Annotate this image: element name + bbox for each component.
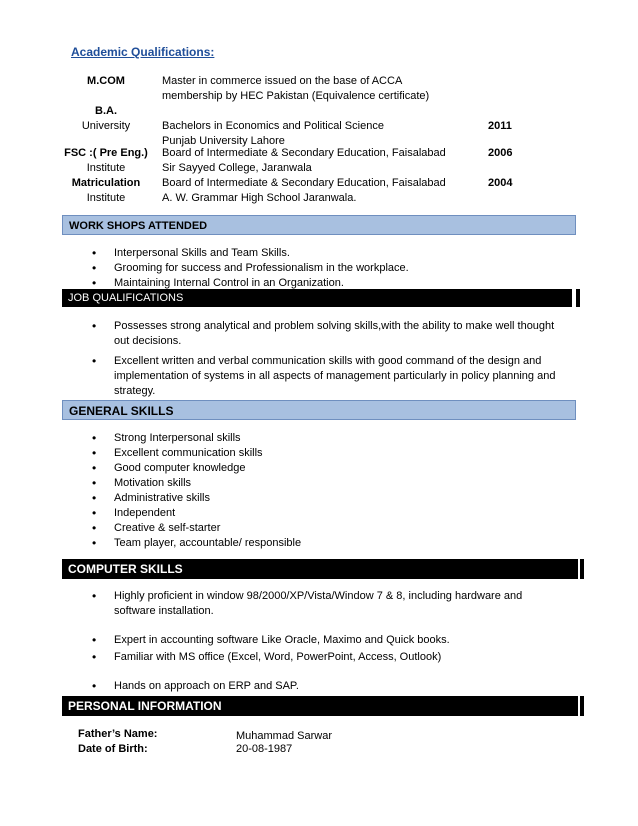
father-name-value: Muhammad Sarwar	[236, 730, 332, 742]
job-title: JOB QUALIFICATIONS	[68, 292, 184, 304]
header-tail	[580, 559, 584, 579]
dob-label: Date of Birth:	[78, 743, 148, 755]
degree-year: 2004	[488, 177, 513, 189]
degree-sub: Institute	[86, 192, 126, 204]
list-item: • Grooming for success and Professionalism in the workplace.	[92, 261, 562, 276]
computer-list	[92, 589, 562, 694]
general-list	[92, 431, 562, 551]
header-tail	[580, 696, 584, 716]
list-item: • Excellent communication skills	[92, 446, 562, 461]
job-list	[92, 319, 562, 399]
list-item: • Excellent written and verbal communication skills with good command of the design and implementation of systems in all aspects of management particularly in policy planning and strategy.	[92, 354, 562, 399]
list-item: • Expert in accounting software Like Oracle, Maximo and Quick books.	[92, 633, 562, 648]
list-item: • Familiar with MS office (Excel, Word, PowerPoint, Access, Outlook)	[92, 650, 562, 665]
father-name-label: Father’s Name:	[78, 728, 158, 740]
degree-desc: Bachelors in Economics and Political Science	[162, 120, 384, 132]
list-item: • Highly proficient in window 98/2000/XP/Vista/Window 7 & 8, including hardware and software installation.	[92, 589, 562, 619]
personal-title: PERSONAL INFORMATION	[68, 699, 222, 713]
degree: M.COM	[87, 75, 125, 87]
list-item: • Strong Interpersonal skills	[92, 431, 562, 446]
degree: Matriculation	[71, 177, 141, 189]
personal-header	[62, 696, 578, 716]
list-item: • Good computer knowledge	[92, 461, 562, 476]
degree: B.A.	[95, 105, 117, 117]
degree-sub: Institute	[86, 162, 126, 174]
general-header	[62, 400, 576, 420]
general-title: GENERAL SKILLS	[69, 404, 174, 418]
degree-desc-2: A. W. Grammar High School Jaranwala.	[162, 192, 357, 204]
degree-desc: Master in commerce issued on the base of ACCA	[162, 75, 403, 87]
degree-year: 2011	[488, 120, 512, 132]
list-item: • Hands on approach on ERP and SAP.	[92, 679, 562, 694]
job-header	[62, 289, 572, 307]
list-item: • Maintaining Internal Control in an Organization.	[92, 276, 562, 291]
degree: FSC :( Pre Eng.)	[64, 147, 148, 159]
degree-year: 2006	[488, 147, 513, 159]
header-tail	[576, 289, 580, 307]
degree-desc: Board of Intermediate & Secondary Education, Faisalabad	[162, 177, 446, 189]
list-item: • Interpersonal Skills and Team Skills.	[92, 246, 562, 261]
academic-title: Academic Qualifications:	[71, 45, 215, 59]
degree-desc: Board of Intermediate & Secondary Education, Faisalabad	[162, 147, 446, 159]
dob-value: 20-08-1987	[236, 743, 293, 755]
computer-title: COMPUTER SKILLS	[68, 562, 183, 576]
workshops-header	[62, 215, 576, 235]
workshops-list	[92, 246, 562, 291]
list-item: • Independent	[92, 506, 562, 521]
computer-header	[62, 559, 578, 579]
list-item: • Administrative skills	[92, 491, 562, 506]
list-item: • Creative & self-starter	[92, 521, 562, 536]
degree-desc-2: Sir Sayyed College, Jaranwala	[162, 162, 312, 174]
list-item: • Possesses strong analytical and problem solving skills,with the ability to make well thought out decisions.	[92, 319, 562, 349]
degree-sub: University	[81, 120, 131, 132]
degree-desc-2: Punjab University Lahore	[162, 135, 285, 147]
degree-desc-2: membership by HEC Pakistan (Equivalence certificate)	[162, 90, 430, 102]
list-item: • Team player, accountable/ responsible	[92, 536, 562, 551]
workshops-title: WORK SHOPS ATTENDED	[69, 220, 208, 232]
list-item: • Motivation skills	[92, 476, 562, 491]
